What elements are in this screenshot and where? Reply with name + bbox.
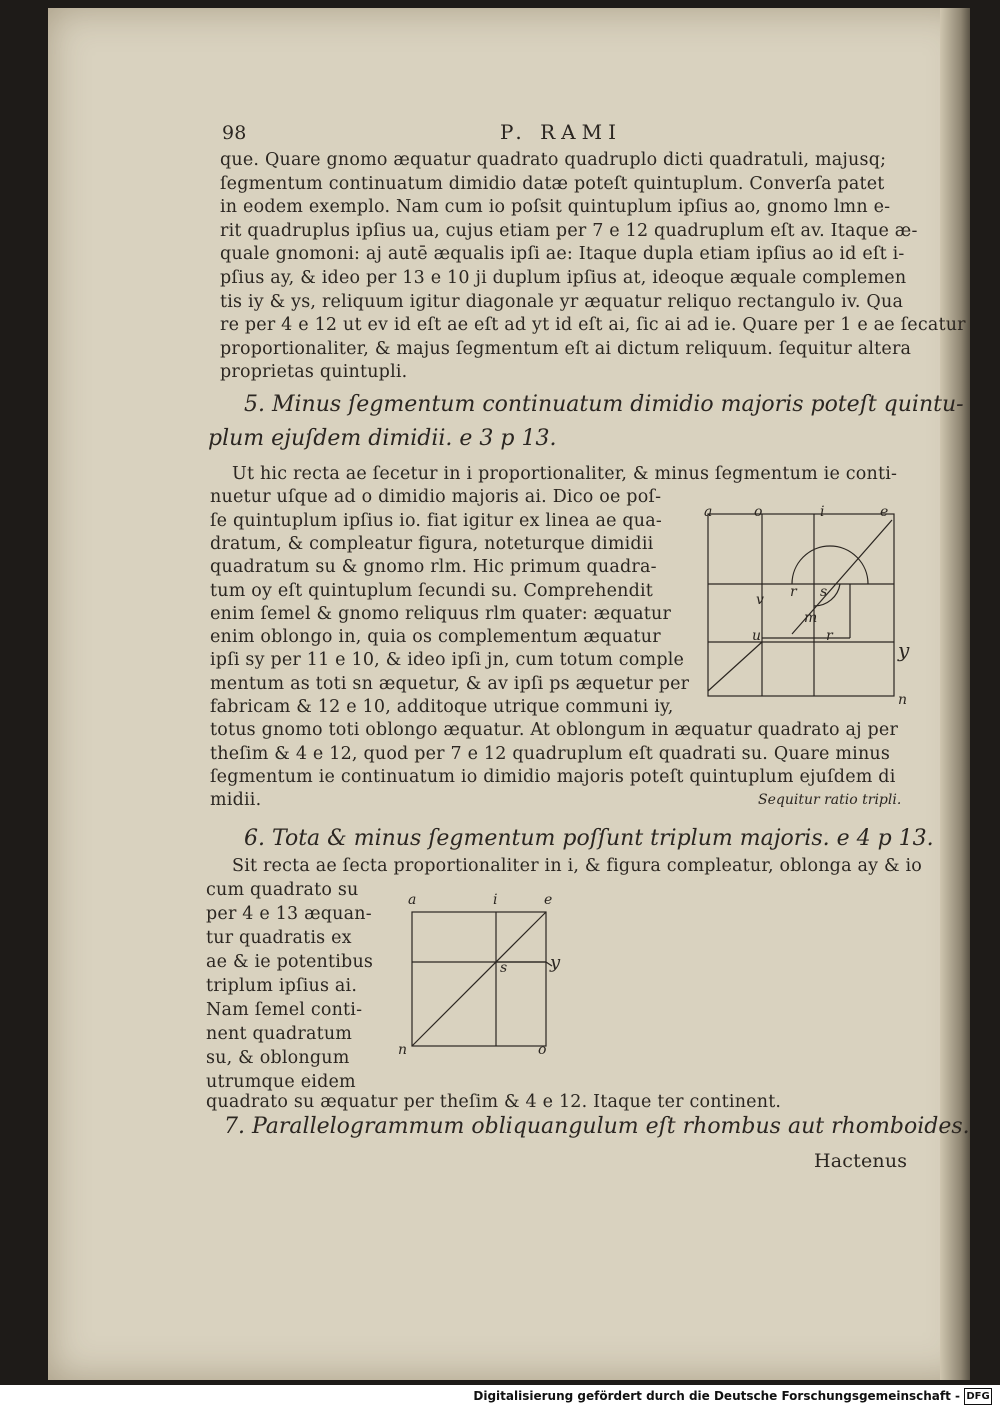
footer-bar — [0, 1385, 1000, 1408]
fig2-label-y: y — [550, 952, 561, 973]
fig1-label-e: e — [880, 504, 889, 520]
para2-line: theſim & 4 e 12, quod per 7 e 12 quadruplum eſt quadrati su. Quare minus — [210, 743, 891, 764]
para2-line: totus gnomo toti oblongo æquatur. At oblongum in æquatur quadrato aj per — [210, 720, 899, 741]
para1-line: in eodem exemplo. Nam cum io poſsit quintuplum ipſius ao, gnomo lmn e- — [220, 197, 891, 218]
para3-line: Nam ſemel conti- — [206, 1000, 363, 1020]
para3-line: quadrato su æquatur per theſim & 4 e 12. Itaque ter continent. — [206, 1092, 782, 1112]
fig1-label-m: m — [804, 610, 818, 626]
fig2-label-a: a — [408, 892, 417, 908]
prop6-heading: 6. Tota & minus ſegmentum poſſunt triplum majoris. e 4 p 13. — [244, 826, 934, 851]
fig1-label-n: n — [898, 692, 908, 708]
para1-line: quale gnomoni: aj autē æqualis ipſi ae: Itaque dupla etiam ipſius ao id eſt i- — [220, 244, 905, 265]
para1-line: re per 4 e 12 ut ev id eſt ae eſt ad yt id eſt ai, ſic ai ad ie. Quare per 1 e ae ſecatur — [220, 315, 966, 336]
para2-line: quadratum su & gnomo rlm. Hic primum quadra- — [210, 557, 657, 578]
para2-line: midii. — [210, 790, 262, 811]
para3-line: triplum ipſius ai. — [206, 976, 358, 996]
para2-line: mentum as toti sn æquetur, & av ipſi ps æquetur per — [210, 673, 690, 694]
fig1-label-s: s — [820, 584, 828, 600]
fig2-label-s: s — [500, 960, 508, 976]
fig1-label-i: i — [820, 504, 825, 520]
para2-line: ſe quintuplum ipſius io. fiat igitur ex linea ae qua- — [210, 510, 663, 531]
para1-line: pſius ay, & ideo per 13 e 10 ji duplum ipſius at, ideoque æquale complemen — [220, 268, 907, 288]
para1-line: que. Quare gnomo æquatur quadrato quadruplo dicti quadratuli, majusq; — [220, 150, 887, 170]
prop7-heading: 7. Parallelogrammum obliquangulum eſt rhombus aut rhomboides. — [224, 1114, 970, 1139]
para1-line: rit quadruplus ipſius ua, cujus etiam per 7 e 12 quadruplum eſt av. Itaque æ- — [220, 220, 918, 241]
book-page — [48, 8, 970, 1380]
fig2-label-n: n — [398, 1042, 408, 1058]
para3-line: tur quadratis ex — [206, 928, 352, 948]
para3-line: nent quadratum — [206, 1024, 353, 1044]
para1-line: ſegmentum continuatum dimidio datæ poteſt quintuplum. Converſa patet — [220, 173, 885, 194]
sequitur-note: Sequitur ratio tripli. — [758, 792, 902, 808]
para3-line: ae & ie potentibus — [206, 952, 374, 972]
fig1-label-r: r — [790, 584, 797, 600]
prop5-line1: 5. Minus ſegmentum continuatum dimidio majoris poteſt quintu- — [244, 392, 964, 417]
fig1-label-r2: r — [826, 628, 833, 644]
para3-line: cum quadrato su — [206, 880, 359, 900]
para2-line: enim ſemel & gnomo reliquus rlm quater: æquatur — [210, 603, 672, 624]
para3-line: utrumque eidem — [206, 1072, 356, 1092]
fig2-label-e: e — [544, 892, 553, 908]
para2-line: fabricam & 12 e 10, additoque utrique communi iy, — [210, 697, 674, 717]
para2-line: nuetur uſque ad o dimidio majoris ai. Dico oe poſ- — [210, 487, 662, 508]
para2-line: Ut hic recta ae ſecetur in i proportionaliter, & minus ſegmentum ie conti- — [232, 464, 898, 484]
prop5-line2: plum ejuſdem dimidii. e 3 p 13. — [208, 426, 557, 451]
dfg-logo-icon: DFG — [964, 1388, 992, 1405]
page-number: 98 — [222, 122, 247, 144]
para3-line: Sit recta ae ſecta proportionaliter in i, & figura compleatur, oblonga ay & io — [232, 856, 923, 876]
fig2-label-o: o — [538, 1042, 547, 1058]
fig1-label-u: u — [752, 628, 762, 644]
running-title: P. RAMI — [500, 120, 622, 144]
para3-line: per 4 e 13 æquan- — [206, 904, 372, 924]
fig1-label-o: o — [754, 504, 763, 520]
para2-line: tum oy eſt quintuplum ſecundi su. Comprehendit — [210, 580, 654, 601]
para2-line: enim oblongo in, quia os complementum æquatur — [210, 627, 661, 648]
para1-line: proportionaliter, & majus ſegmentum eſt ai dictum reliquum. ſequitur altera — [220, 338, 912, 359]
para2-line: ipſi sy per 11 e 10, & ideo ipſi jn, cum totum comple — [210, 650, 685, 671]
fig2-label-i: i — [493, 892, 498, 908]
fig1-label-a: a — [704, 504, 713, 520]
para2-line: ſegmentum ie continuatum io dimidio majoris poteſt quintuplum ejuſdem di — [210, 766, 896, 787]
geometric-figure-1 — [696, 506, 908, 706]
fig1-label-v: v — [756, 592, 764, 608]
page-spine-shadow — [940, 8, 970, 1380]
footer-credit: Digitalisierung gefördert durch die Deutsche Forschungsgemeinschaft - — [473, 1389, 960, 1403]
para1-line: proprietas quintupli. — [220, 362, 408, 383]
catchword: Hactenus — [814, 1150, 908, 1172]
para1-line: tis iy & ys, reliquum igitur diagonale yr æquatur reliquo rectangulo iv. Qua — [220, 291, 904, 312]
para2-line: dratum, & compleatur figura, noteturque dimidii — [210, 533, 654, 554]
para3-line: su, & oblongum — [206, 1048, 350, 1068]
fig1-label-y: y — [898, 638, 910, 662]
geometric-figure-2 — [402, 904, 562, 1056]
